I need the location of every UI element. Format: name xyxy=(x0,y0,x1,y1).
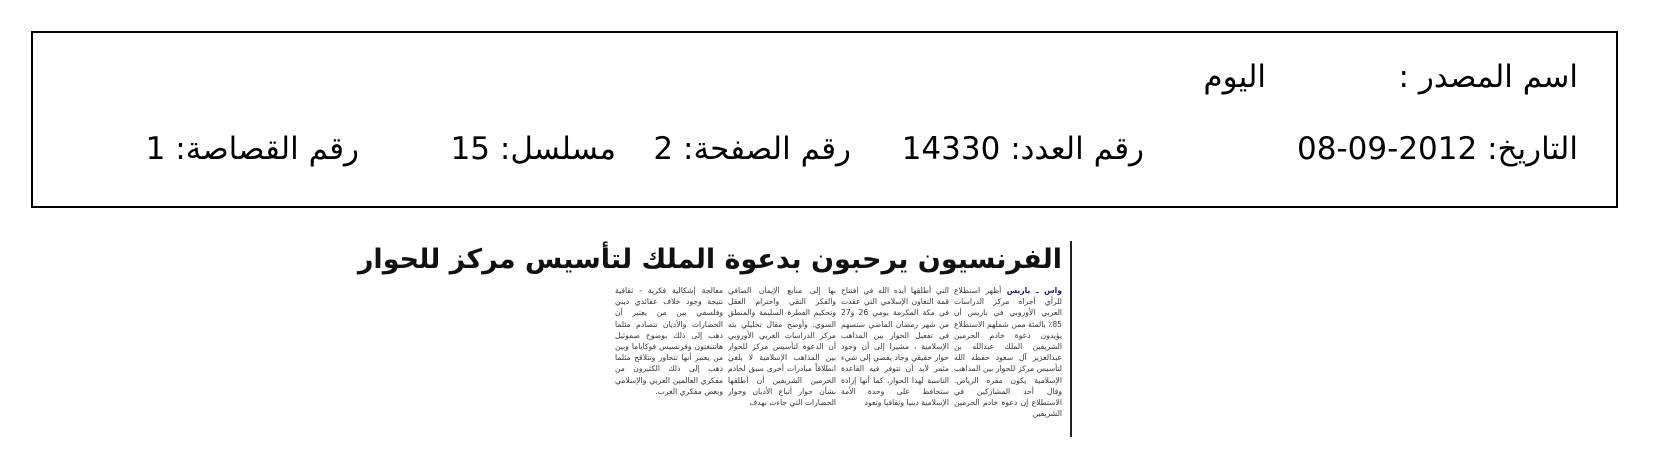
column-text: بها إلى منابع الإيمان الصافي والفكر النقي واحترام العقل وتحكيم الفطرة السليمة والمنطق السوي. وأوضح مقال تحليلي بثه مركز الدراسات العربي الأوروبي أن الدعوة لتأسيس مركز للحوار بين المذاهب الإسلامية لا يلغي انطلاقاً مبادرات أخرى سبق لخادم الحرمين الشريفين أن أطلقها بشأن حوار أتباع الأديان وحوار الحضارات التي جاءت بهدف xyxy=(728,286,836,408)
serial-label: مسلسل: xyxy=(499,131,616,167)
page-label: رقم الصفحة: xyxy=(683,131,851,167)
date-label: التاريخ: xyxy=(1487,131,1578,167)
issue-field xyxy=(902,127,1144,171)
article-metadata-box xyxy=(31,31,1618,208)
clip-number-field xyxy=(146,127,359,171)
page-field xyxy=(653,127,851,171)
clipping-column xyxy=(728,285,836,427)
clipping-column xyxy=(615,285,723,427)
clipping-rule xyxy=(1070,241,1072,437)
serial-field xyxy=(451,127,616,171)
column-text: أظهر استطلاع للرأي أجراه مركز الدراسات العربي الأوروبي في باريس أن 85٪ بالمئة ممن شملهم الاستطلاع يؤيدون دعوة خادم الحرمين الشريفين الملك عبدالله بن عبدالعزيز آل سعود حفظه الله لتأسيس مركز للحوار بين المذاهب الإسلامية يكون مقره الرياض. وقال أحد المشاركين في الاستطلاع إن دعوة خادم الحرمين الشريفين xyxy=(954,286,1062,419)
clipping-headline: الفرنسيون يرحبون بدعوة الملك لتأسيس مركز للحوار xyxy=(357,244,1062,275)
date-field xyxy=(1297,127,1578,171)
issue-value: 14330 xyxy=(901,131,1001,167)
clip-number-label: رقم القصاصة: xyxy=(175,131,359,167)
column-text: معالجة إشكالية فكرية - ثقافية نتيجة وجود خلاف عقائدي ديني وفلسفي بين من يعتبر أن الحضارات والأديان تتصادم مثلما ذهب إلى ذلك بوضوح صموئيل هانتنغتون وفرنسيس فوكاياما وبين من يعتبر أنها تتحاور وتتلاقح مثلما ذهب إلى ذلك الكثيرون من مفكري العالمين العربي والإسلامي وبعض مفكري الغرب. xyxy=(615,286,723,396)
source-label: اسم المصدر : xyxy=(1398,59,1578,95)
issue-label: رقم العدد: xyxy=(1010,131,1144,167)
clip-number-value: 1 xyxy=(145,131,166,167)
clipping-body xyxy=(612,285,1062,427)
date-value: 2012-09-08 xyxy=(1297,131,1478,167)
page-value: 2 xyxy=(653,131,674,167)
source-value: اليوم xyxy=(1203,59,1266,95)
newspaper-clipping xyxy=(357,241,1072,437)
column-text: التي أطلقها أيده الله في افتتاح قمة التعاون الإسلامي التي عقدت في مكة المكرمة يومي 26 و27 من شهر رمضان الماضي ستسهم في تفعيل الحوار بين المذاهب الإسلامية ، مشيرا إلى أن وجود حوار حقيقي وجاد يفضي إلى شيء مثمر لابد أن تتوفر فيه القاعدة الناسبة لهذا الحوار، كما أنها إرادة ستحافظ على وحدة الأمة الإسلامية دينيا وثقافيا وتعود xyxy=(841,286,949,408)
clipping-column xyxy=(954,285,1062,427)
source-line xyxy=(33,55,1616,99)
clipping-column xyxy=(841,285,949,427)
clipping-byline: واس ـ باريس xyxy=(1006,286,1062,295)
details-line xyxy=(33,127,1616,171)
serial-value: 15 xyxy=(450,131,491,167)
